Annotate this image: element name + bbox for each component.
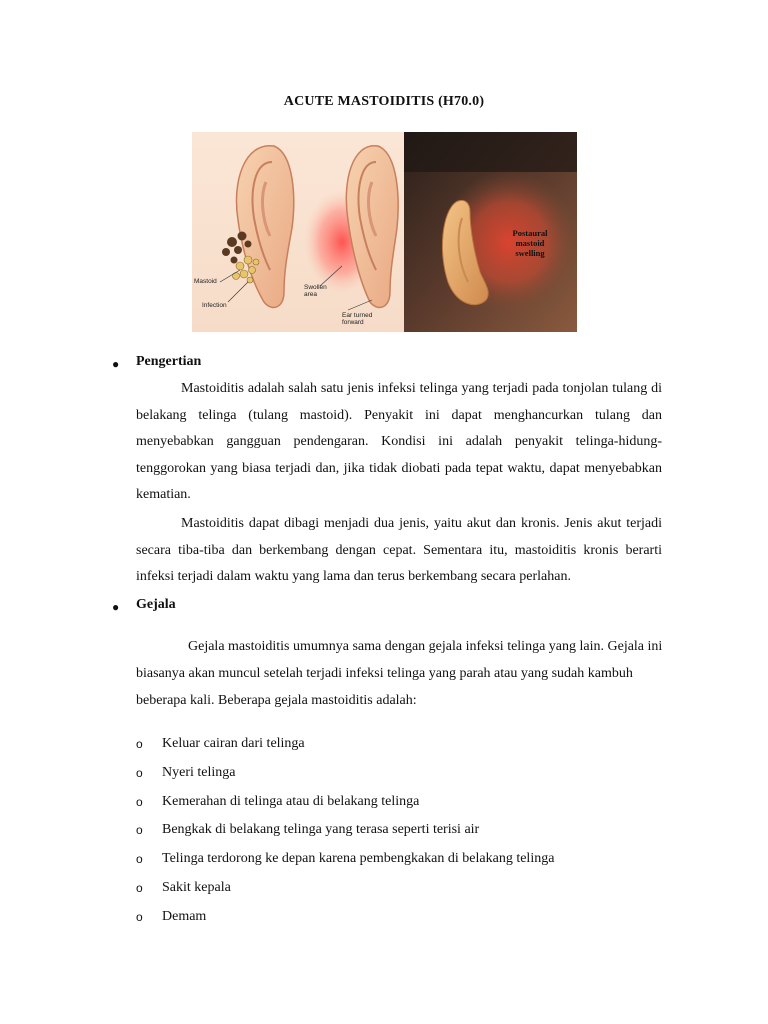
list-item: o Telinga terdorong ke depan karena pembengkakan di belakang telinga bbox=[136, 845, 656, 874]
mastoiditis-figure bbox=[192, 132, 577, 332]
gejala-intro: Gejala mastoiditis umumnya sama dengan gejala infeksi telinga yang lain. Gejala ini biasanya akan muncul setelah terjadi infeksi telinga yang parah atau yang sudah kambuh beberapa kali. Beberapa gejala mastoiditis adalah: bbox=[136, 639, 663, 708]
symptom-list bbox=[136, 730, 656, 932]
label-infection: Infection bbox=[202, 302, 227, 309]
list-item: o Demam bbox=[136, 903, 656, 932]
bullet-icon: ● bbox=[112, 357, 120, 371]
pengertian-paragraph-2: Mastoiditis dapat dibagi menjadi dua jenis, yaitu akut dan kronis. Jenis akut terjadi secara tiba-tiba dan berkembang dengan cepat. Sementara itu, mastoiditis kronis berarti infeksi terjadi dalam waktu yang lama dan terus berkembang secara perlahan. bbox=[136, 516, 662, 584]
sub-bullet-icon: o bbox=[136, 765, 143, 780]
label-mastoid: Mastoid bbox=[194, 278, 217, 285]
section-heading-pengertian: Pengertian bbox=[136, 354, 202, 369]
list-item: o Keluar cairan dari telinga bbox=[136, 730, 656, 759]
list-item: o Sakit kepala bbox=[136, 874, 656, 903]
list-item: o Nyeri telinga bbox=[136, 759, 656, 788]
section-heading-gejala: Gejala bbox=[136, 597, 176, 612]
sub-bullet-icon: o bbox=[136, 823, 143, 838]
pengertian-paragraph-1: Mastoiditis adalah salah satu jenis infeksi telinga yang terjadi pada tonjolan tulang di belakang telinga (tulang mastoid). Penyakit ini dapat menghancurkan tulang dan menyebabkan gangguan pendengaran. Kondisi ini adalah penyakit telinga-hidung-tenggorokan yang biasa terjadi dan, jika tidak diobati pada tepat waktu, dapat menyebabkan kematian. bbox=[136, 381, 662, 502]
bullet-icon: ● bbox=[112, 600, 120, 614]
label-swollen-area: Swollen area bbox=[304, 284, 327, 298]
sub-bullet-icon: o bbox=[136, 852, 143, 867]
sub-bullet-icon: o bbox=[136, 909, 143, 924]
label-postaural-mastoid-swelling: Postaural mastoid swelling bbox=[512, 228, 548, 258]
list-item: o Kemerahan di telinga atau di belakang telinga bbox=[136, 788, 656, 817]
ear-photo bbox=[404, 132, 577, 332]
sub-bullet-icon: o bbox=[136, 737, 143, 751]
sub-bullet-icon: o bbox=[136, 880, 143, 895]
label-ear-turned-forward: Ear turned forward bbox=[342, 312, 373, 326]
sub-bullet-icon: o bbox=[136, 794, 143, 809]
list-item: o Bengkak di belakang telinga yang terasa seperti terisi air bbox=[136, 816, 656, 845]
document-title: ACUTE MASTOIDITIS (H70.0) bbox=[283, 94, 485, 109]
ear-illustration bbox=[192, 132, 404, 332]
